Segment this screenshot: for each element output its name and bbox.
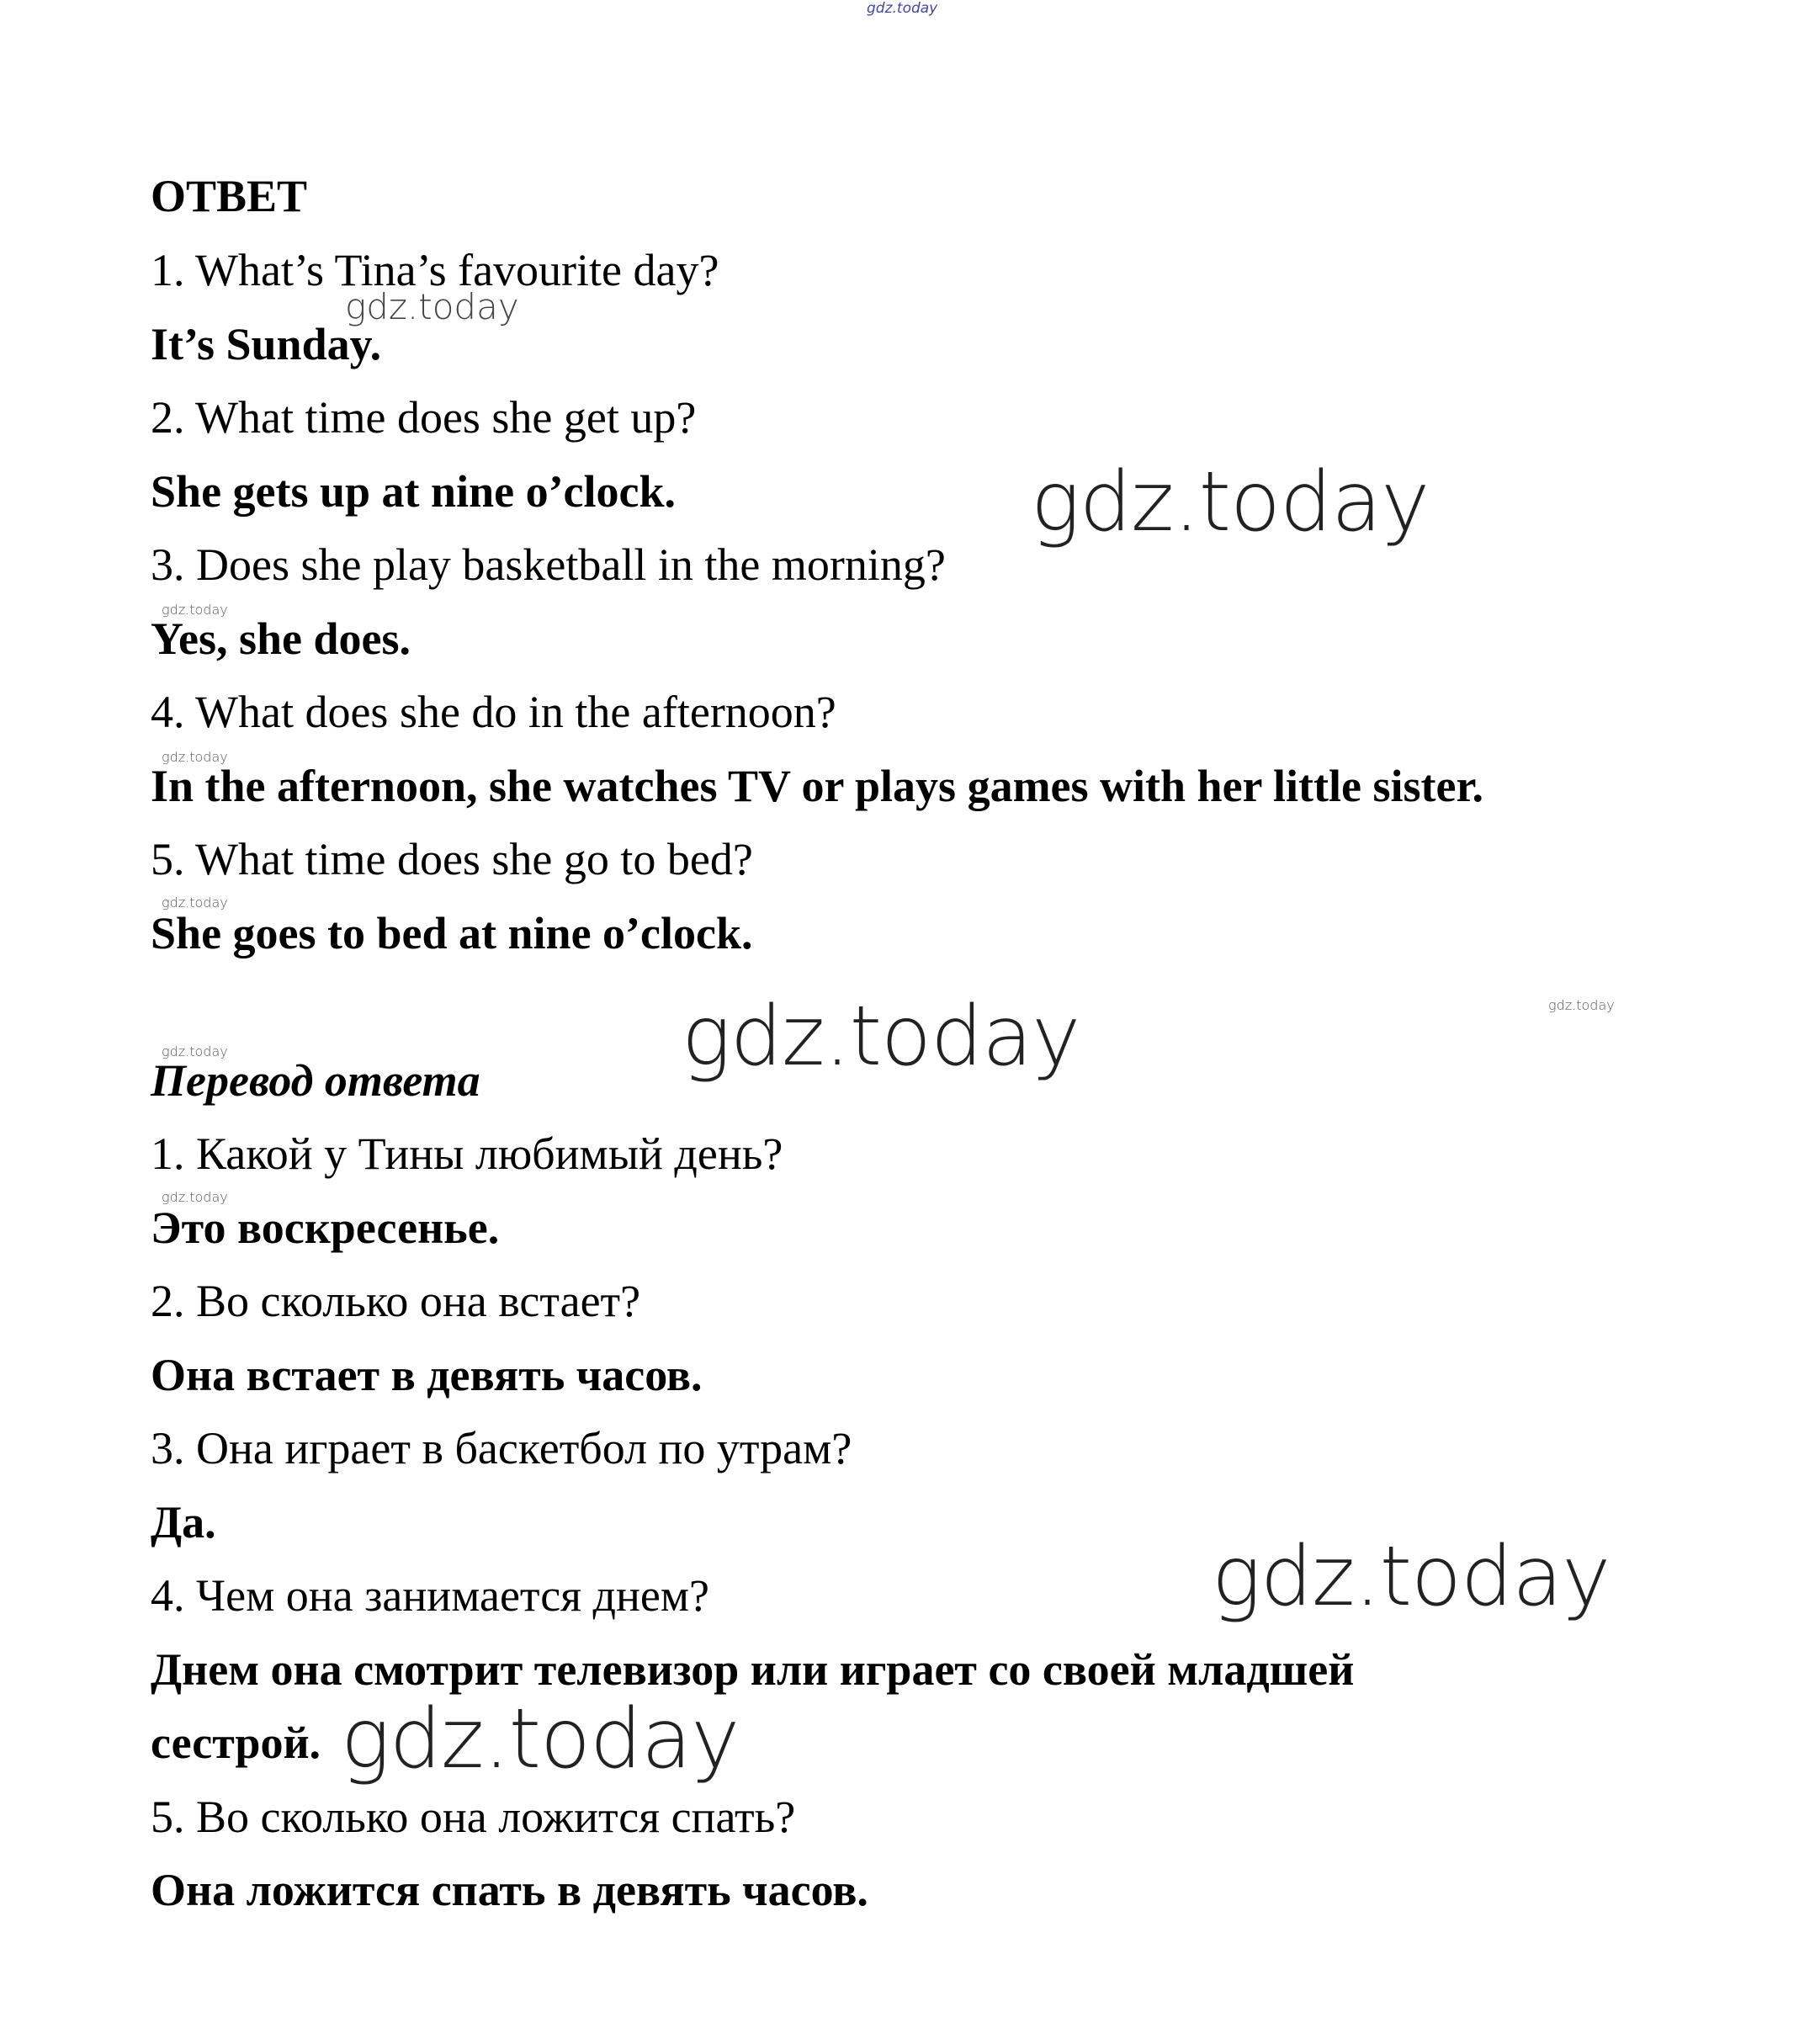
answer-response-2: She gets up at nine o’clock. — [151, 466, 677, 517]
translation-response-2: Она встает в девять часов. — [151, 1350, 703, 1400]
translation-question-4: 4. Чем она занимается днем? — [151, 1570, 709, 1621]
translation-heading: Перевод ответа — [151, 1055, 480, 1106]
translation-question-3: 3. Она играет в баскетбол по утрам? — [151, 1423, 852, 1473]
translation-response-4-line-1: Днем она смотрит телевизор или играет со своей младшей — [151, 1644, 1355, 1695]
answer-question-4: 4. What does she do in the afternoon? — [151, 687, 836, 737]
answer-heading: ОТВЕТ — [151, 171, 308, 221]
watermark-tiny-1: gdz.today — [162, 602, 228, 618]
translation-question-2: 2. Во сколько она встает? — [151, 1276, 641, 1326]
answer-response-1: It’s Sunday. — [151, 319, 382, 369]
watermark-tiny-5: gdz.today — [162, 1043, 228, 1059]
answer-response-5: She goes to bed at nine o’clock. — [151, 908, 753, 958]
answer-question-3: 3. Does she play basketball in the morning? — [151, 539, 946, 590]
translation-response-5: Она ложится спать в девять часов. — [151, 1865, 868, 1915]
answer-response-4: In the afternoon, she watches TV or plays games with her little sister. — [151, 761, 1483, 811]
watermark-large-4: gdz.today — [341, 1691, 740, 1787]
watermark-tiny-2: gdz.today — [162, 749, 228, 765]
watermark-large-1: gdz.today — [1031, 454, 1430, 550]
watermark-tiny-4: gdz.today — [1548, 997, 1615, 1013]
translation-question-1: 1. Какой у Тины любимый день? — [151, 1128, 783, 1179]
watermark-large-3: gdz.today — [1212, 1529, 1611, 1625]
watermark-tiny-3: gdz.today — [162, 895, 228, 911]
watermark-tiny-6: gdz.today — [162, 1189, 228, 1205]
watermark-large-2: gdz.today — [682, 989, 1080, 1085]
translation-question-5: 5. Во сколько она ложится спать? — [151, 1792, 796, 1842]
answer-question-2: 2. What time does she get up? — [151, 392, 697, 443]
answer-question-5: 5. What time does she go to bed? — [151, 834, 753, 884]
answer-response-3: Yes, she does. — [151, 613, 411, 664]
translation-response-1: Это воскресенье. — [151, 1203, 500, 1253]
answer-question-1: 1. What’s Tina’s favourite day? — [151, 245, 719, 295]
translation-response-4-line-2: сестрой. — [151, 1717, 321, 1768]
watermark-mid-1: gdz.today — [345, 286, 519, 327]
translation-response-3: Да. — [151, 1497, 216, 1548]
watermark-top: gdz.today — [867, 0, 938, 17]
